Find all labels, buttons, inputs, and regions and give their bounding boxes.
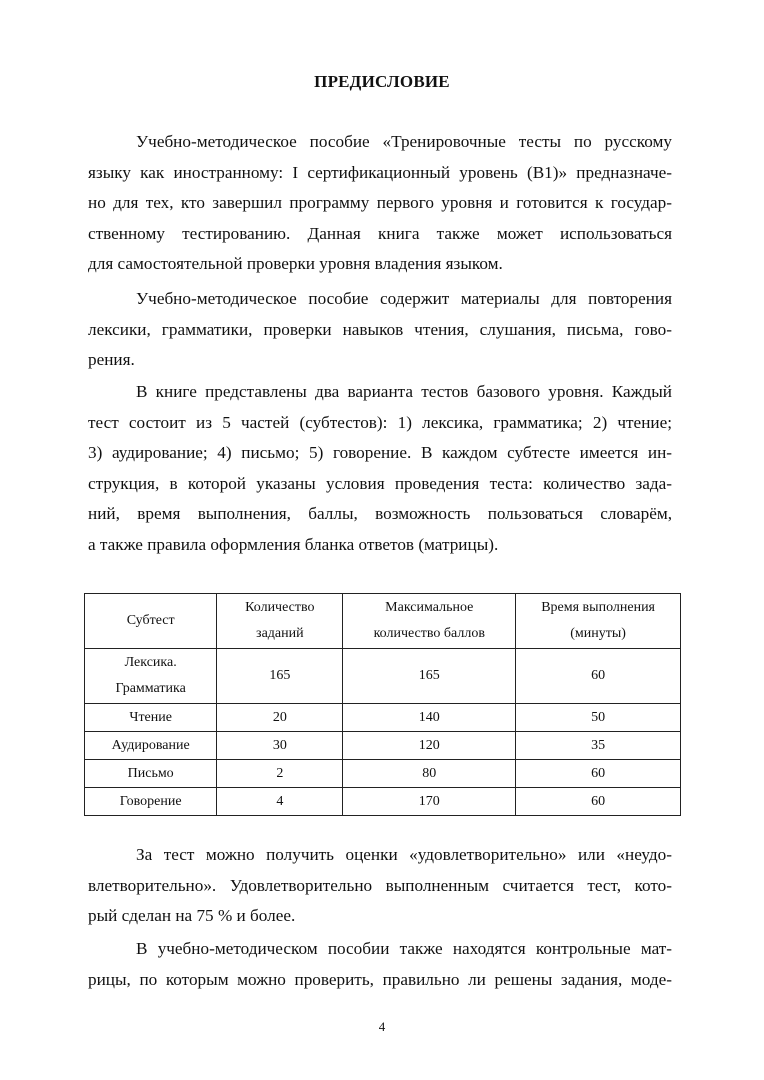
table-row [85, 732, 681, 760]
header-max-points: Максимальное количество баллов [343, 594, 516, 649]
cell-subtest: Лексика. Грамматика [85, 649, 217, 704]
cell-minutes: 60 [516, 760, 681, 788]
header-task-count: Количество заданий [217, 594, 343, 649]
text-line: но для тех, кто завершил программу первого уровня и готовится к государ- [88, 193, 672, 213]
cell-minutes: 50 [516, 704, 681, 732]
cell-minutes: 60 [516, 788, 681, 816]
cell-subtest: Аудирование [85, 732, 217, 760]
paragraph-answer-keys [88, 934, 672, 995]
page-title: ПРЕДИСЛОВИЕ [314, 72, 450, 91]
subtest-table [84, 593, 681, 816]
paragraph-structure [88, 377, 672, 561]
table-row [85, 649, 681, 704]
cell-tasks: 30 [217, 732, 343, 760]
text-line: 3) аудирование; 4) письмо; 5) говорение. В каждом субтесте имеется ин- [88, 443, 672, 463]
header-subtest: Субтест [85, 594, 217, 649]
page-number: 4 [378, 1019, 386, 1034]
text-line: а также правила оформления бланка ответов (матрицы). [88, 534, 499, 554]
cell-tasks: 2 [217, 760, 343, 788]
text-line: Учебно-методическое пособие содержит материалы для повторения [136, 289, 672, 308]
table-row [85, 760, 681, 788]
text-line: рый сделан на 75 % и более. [88, 906, 296, 926]
text-line: рения. [88, 350, 135, 370]
cell-minutes: 35 [516, 732, 681, 760]
cell-subtest: Чтение [85, 704, 217, 732]
text-line: лексики, грамматики, проверки навыков чтения, слушания, письма, гово- [88, 319, 672, 339]
table-row [85, 788, 681, 816]
text-line: языку как иностранному: I сертификационный уровень (В1)» предназначе- [88, 162, 672, 182]
cell-subtest: Письмо [85, 760, 217, 788]
cell-points: 140 [343, 704, 516, 732]
cell-tasks: 4 [217, 788, 343, 816]
table-header-row [85, 594, 681, 649]
cell-points: 120 [343, 732, 516, 760]
text-line: ний, время выполнения, баллы, возможность пользоваться словарём, [88, 504, 672, 524]
header-time: Время выполнения (минуты) [516, 594, 681, 649]
cell-tasks: 20 [217, 704, 343, 732]
text-line: тест состоит из 5 частей (субтестов): 1) лексика, грамматика; 2) чтение; [88, 412, 672, 432]
cell-tasks: 165 [217, 649, 343, 704]
text-line: За тест можно получить оценки «удовлетворительно» или «неудо- [136, 845, 672, 864]
cell-minutes: 60 [516, 649, 681, 704]
cell-points: 165 [343, 649, 516, 704]
table-row [85, 704, 681, 732]
text-line: ственному тестированию. Данная книга также может использоваться [88, 223, 672, 243]
text-line: В учебно-методическом пособии также находятся контрольные мат- [136, 939, 672, 958]
paragraph-contents [88, 284, 672, 376]
cell-points: 80 [343, 760, 516, 788]
cell-subtest: Говорение [85, 788, 217, 816]
text-line: Учебно-методическое пособие «Тренировочные тесты по русскому [136, 132, 672, 151]
cell-points: 170 [343, 788, 516, 816]
paragraph-intro [88, 127, 672, 280]
text-line: рицы, по которым можно проверить, правильно ли решены задания, моде- [88, 969, 672, 989]
text-line: В книге представлены два варианта тестов базового уровня. Каждый [136, 382, 672, 401]
text-line: струкция, в которой указаны условия проведения теста: количество зада- [88, 473, 672, 493]
text-line: влетворительно». Удовлетворительно выполненным считается тест, кото- [88, 875, 672, 895]
paragraph-grading [88, 840, 672, 932]
text-line: для самостоятельной проверки уровня владения языком. [88, 254, 503, 274]
